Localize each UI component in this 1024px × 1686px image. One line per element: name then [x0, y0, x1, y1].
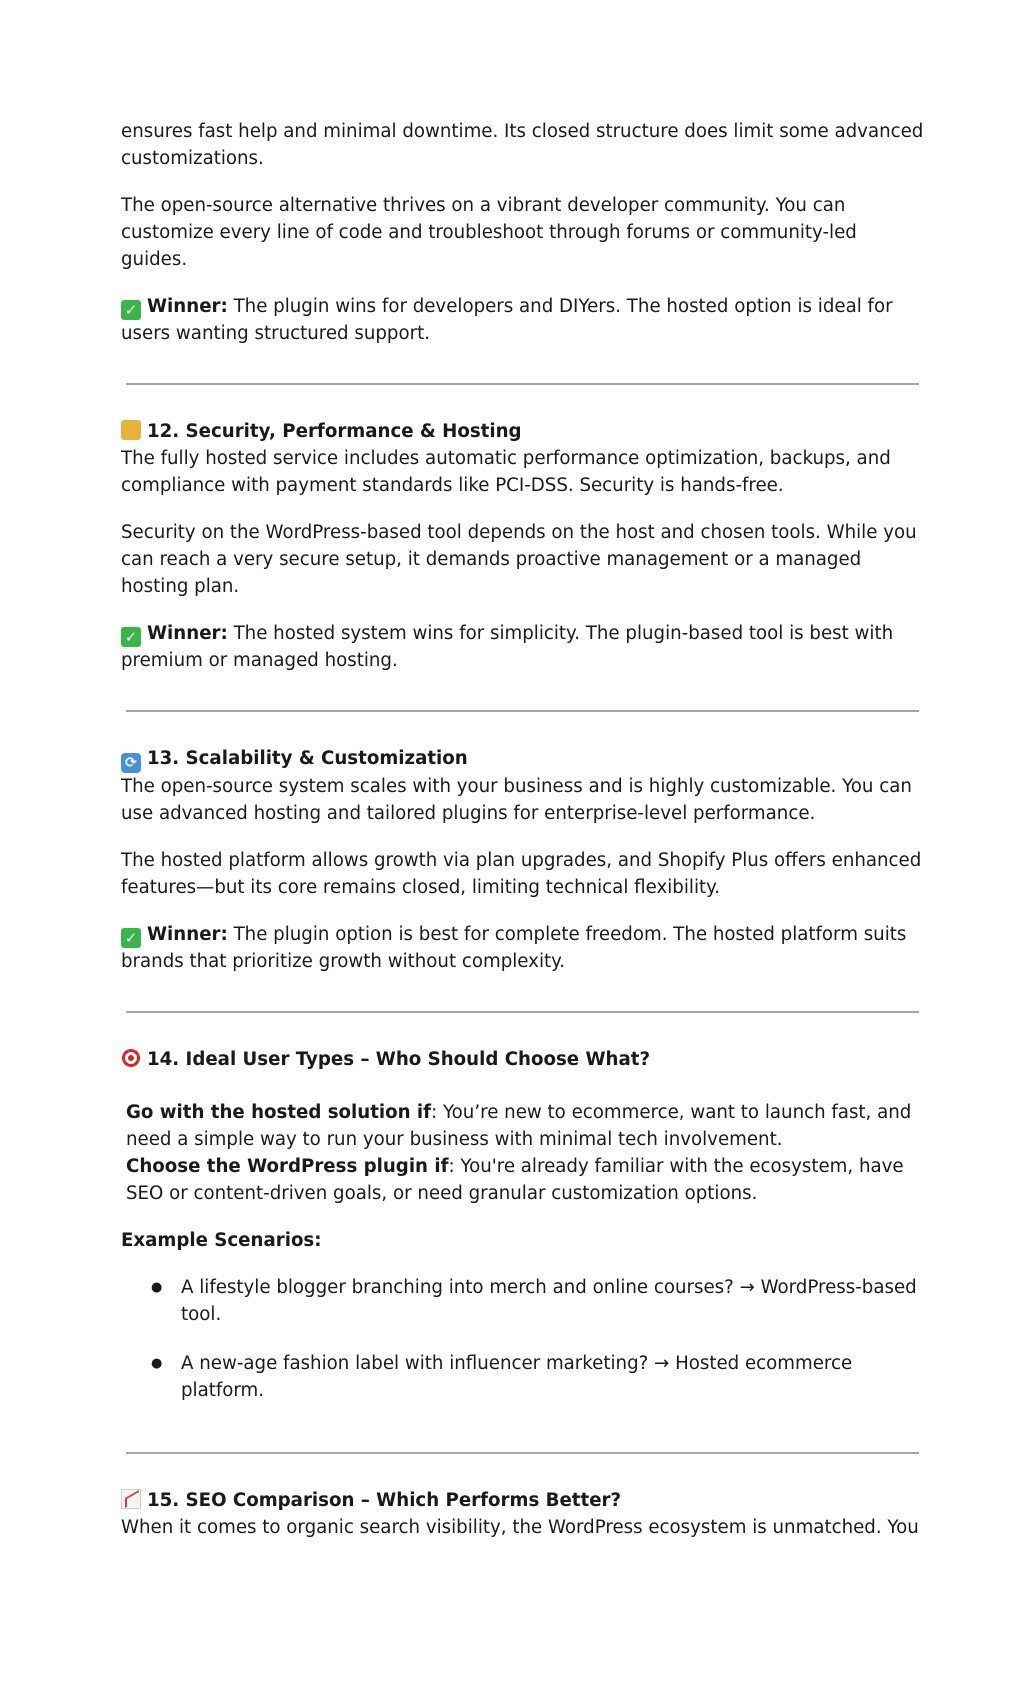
section-13-winner	[121, 921, 924, 975]
winner-label: Winner:	[147, 623, 228, 644]
section-15-paragraph-1: When it comes to organic search visibility, the WordPress ecosystem is unmatched. You	[121, 1517, 919, 1538]
example-scenarios-list	[121, 1274, 924, 1404]
check-mark-icon: ✓	[121, 300, 141, 320]
check-mark-icon: ✓	[121, 928, 141, 948]
check-mark-icon: ✓	[121, 627, 141, 647]
hosted-text: : You’re new to ecommerce, want to launch fast, and need a simple way to run your business with minimal tech involvement.	[126, 1102, 912, 1150]
winner-text: The plugin option is best for complete freedom. The hosted platform suits brands that prioritize growth without complexity.	[121, 924, 907, 972]
winner-text: The hosted system wins for simplicity. The plugin-based tool is best with premium or managed hosting.	[121, 623, 894, 671]
section-13-title: 13. Scalability & Customization	[147, 748, 468, 769]
cycle-arrows-icon: ⟳	[121, 753, 141, 773]
section-15-title: 15. SEO Comparison – Which Performs Better?	[147, 1490, 622, 1511]
section-13-paragraph-2: The hosted platform allows growth via plan upgrades, and Shopify Plus offers enhanced features—but its core remains closed, limiting technical flexibility.	[121, 850, 922, 898]
intro-paragraph-1: ensures fast help and minimal downtime. Its closed structure does limit some advanced customizations.	[121, 121, 924, 169]
examples-label: Example Scenarios:	[121, 1230, 322, 1251]
plugin-label: Choose the WordPress plugin if	[126, 1156, 449, 1177]
section-15-heading	[121, 1487, 924, 1514]
winner-label: Winner:	[147, 924, 228, 945]
winner-label: Winner:	[147, 296, 228, 317]
plugin-recommendation	[121, 1153, 924, 1207]
hosted-recommendation	[121, 1099, 924, 1153]
section-13-paragraph-1: The open-source system scales with your business and is highly customizable. You can use advanced hosting and tailored plugins for enterprise-level performance.	[121, 776, 912, 824]
section-divider	[126, 383, 919, 385]
section-divider	[126, 1452, 919, 1454]
chart-increasing-icon	[121, 1489, 141, 1509]
section-14-heading	[121, 1046, 924, 1073]
section-divider	[126, 1011, 919, 1013]
hosted-label: Go with the hosted solution if	[126, 1102, 432, 1123]
section-13-heading	[121, 745, 924, 773]
intro-paragraph-2: The open-source alternative thrives on a vibrant developer community. You can customize every line of code and troubleshoot through forums or community-led guides.	[121, 195, 857, 270]
intro-winner	[121, 293, 924, 347]
list-item: ● A new-age fashion label with influencer marketing? → Hosted ecommerce platform.	[181, 1350, 924, 1404]
section-12-heading	[121, 418, 924, 445]
section-14-title: 14. Ideal User Types – Who Should Choose What?	[147, 1049, 650, 1070]
winner-text: The plugin wins for developers and DIYers. The hosted option is ideal for users wanting structured support.	[121, 296, 893, 344]
target-icon	[121, 1048, 141, 1068]
section-12-paragraph-1: The fully hosted service includes automatic performance optimization, backups, and compliance with payment standards like PCI-DSS. Security is hands-free.	[121, 448, 891, 496]
plugin-text: : You're already familiar with the ecosystem, have SEO or content-driven goals, or need granular customization options.	[126, 1156, 904, 1204]
section-divider	[126, 710, 919, 712]
lock-icon	[121, 420, 141, 440]
list-item: ● A lifestyle blogger branching into merch and online courses? → WordPress-based tool.	[181, 1274, 924, 1328]
section-12-title: 12. Security, Performance & Hosting	[147, 421, 522, 442]
section-12-paragraph-2: Security on the WordPress-based tool depends on the host and chosen tools. While you can reach a very secure setup, it demands proactive management or a managed hosting plan.	[121, 522, 917, 597]
section-12-winner	[121, 620, 924, 674]
